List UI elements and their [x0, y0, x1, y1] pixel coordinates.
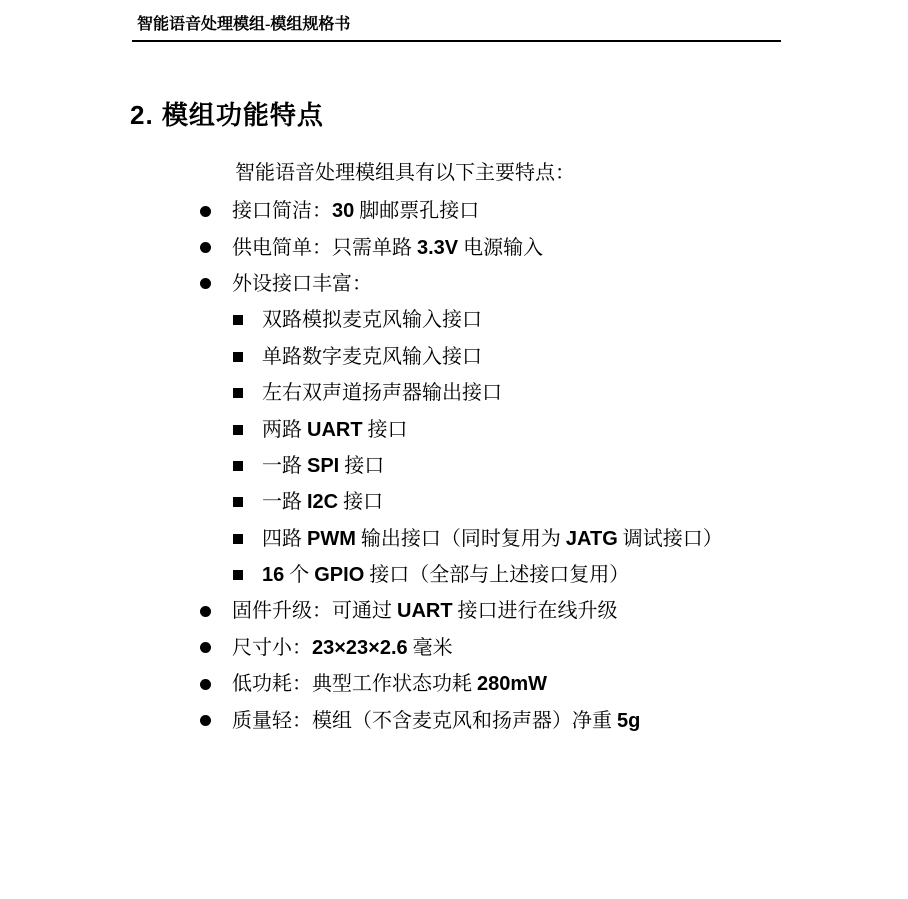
feature-item: [0, 630, 908, 666]
feature-text: 供电简单：只需单路 3.3V 电源输入: [232, 236, 544, 259]
sub-feature-item: [0, 411, 908, 447]
feature-item: [0, 593, 908, 629]
circle-bullet-icon: [200, 242, 211, 253]
circle-bullet-icon: [200, 606, 211, 617]
feature-text: 16 个 GPIO 接口（全部与上述接口复用）: [262, 564, 630, 587]
sub-feature-item: [0, 521, 908, 557]
feature-text: 接口简洁：30 脚邮票孔接口: [232, 200, 480, 223]
feature-item: [0, 266, 908, 302]
page-header-title: 智能语音处理模组-模组规格书: [137, 16, 351, 33]
square-bullet-icon: [233, 497, 243, 507]
circle-bullet-icon: [200, 679, 211, 690]
feature-item: [0, 666, 908, 702]
feature-text: 质量轻：模组（不含麦克风和扬声器）净重 5g: [232, 709, 641, 732]
feature-text: 四路 PWM 输出接口（同时复用为 JATG 调试接口）: [262, 527, 723, 550]
circle-bullet-icon: [200, 206, 211, 217]
square-bullet-icon: [233, 570, 243, 580]
feature-text: 尺寸小：23×23×2.6 毫米: [232, 636, 453, 659]
feature-text: 外设接口丰富：: [232, 272, 372, 295]
feature-item: [0, 193, 908, 229]
section-heading: 2. 模组功能特点: [130, 100, 324, 130]
square-bullet-icon: [233, 352, 243, 362]
feature-list: [0, 193, 908, 739]
page-header: [132, 14, 781, 42]
feature-text: 固件升级：可通过 UART 接口进行在线升级: [232, 600, 618, 623]
square-bullet-icon: [233, 425, 243, 435]
intro-text: 智能语音处理模组具有以下主要特点：: [235, 162, 575, 184]
sub-feature-item: [0, 302, 908, 338]
square-bullet-icon: [233, 388, 243, 398]
feature-item: [0, 229, 908, 265]
sub-feature-item: [0, 484, 908, 520]
feature-text: 两路 UART 接口: [262, 418, 408, 441]
square-bullet-icon: [233, 315, 243, 325]
feature-item: [0, 702, 908, 738]
circle-bullet-icon: [200, 642, 211, 653]
feature-text: 一路 I2C 接口: [262, 491, 384, 514]
square-bullet-icon: [233, 461, 243, 471]
circle-bullet-icon: [200, 715, 211, 726]
circle-bullet-icon: [200, 278, 211, 289]
sub-feature-item: [0, 448, 908, 484]
sub-feature-item: [0, 375, 908, 411]
feature-text: 低功耗：典型工作状态功耗 280mW: [232, 673, 548, 696]
feature-text: 一路 SPI 接口: [262, 454, 385, 477]
feature-text: 左右双声道扬声器输出接口: [262, 382, 502, 405]
square-bullet-icon: [233, 534, 243, 544]
feature-text: 单路数字麦克风输入接口: [262, 345, 482, 368]
sub-feature-item: [0, 339, 908, 375]
sub-feature-item: [0, 557, 908, 593]
feature-text: 双路模拟麦克风输入接口: [262, 309, 482, 332]
